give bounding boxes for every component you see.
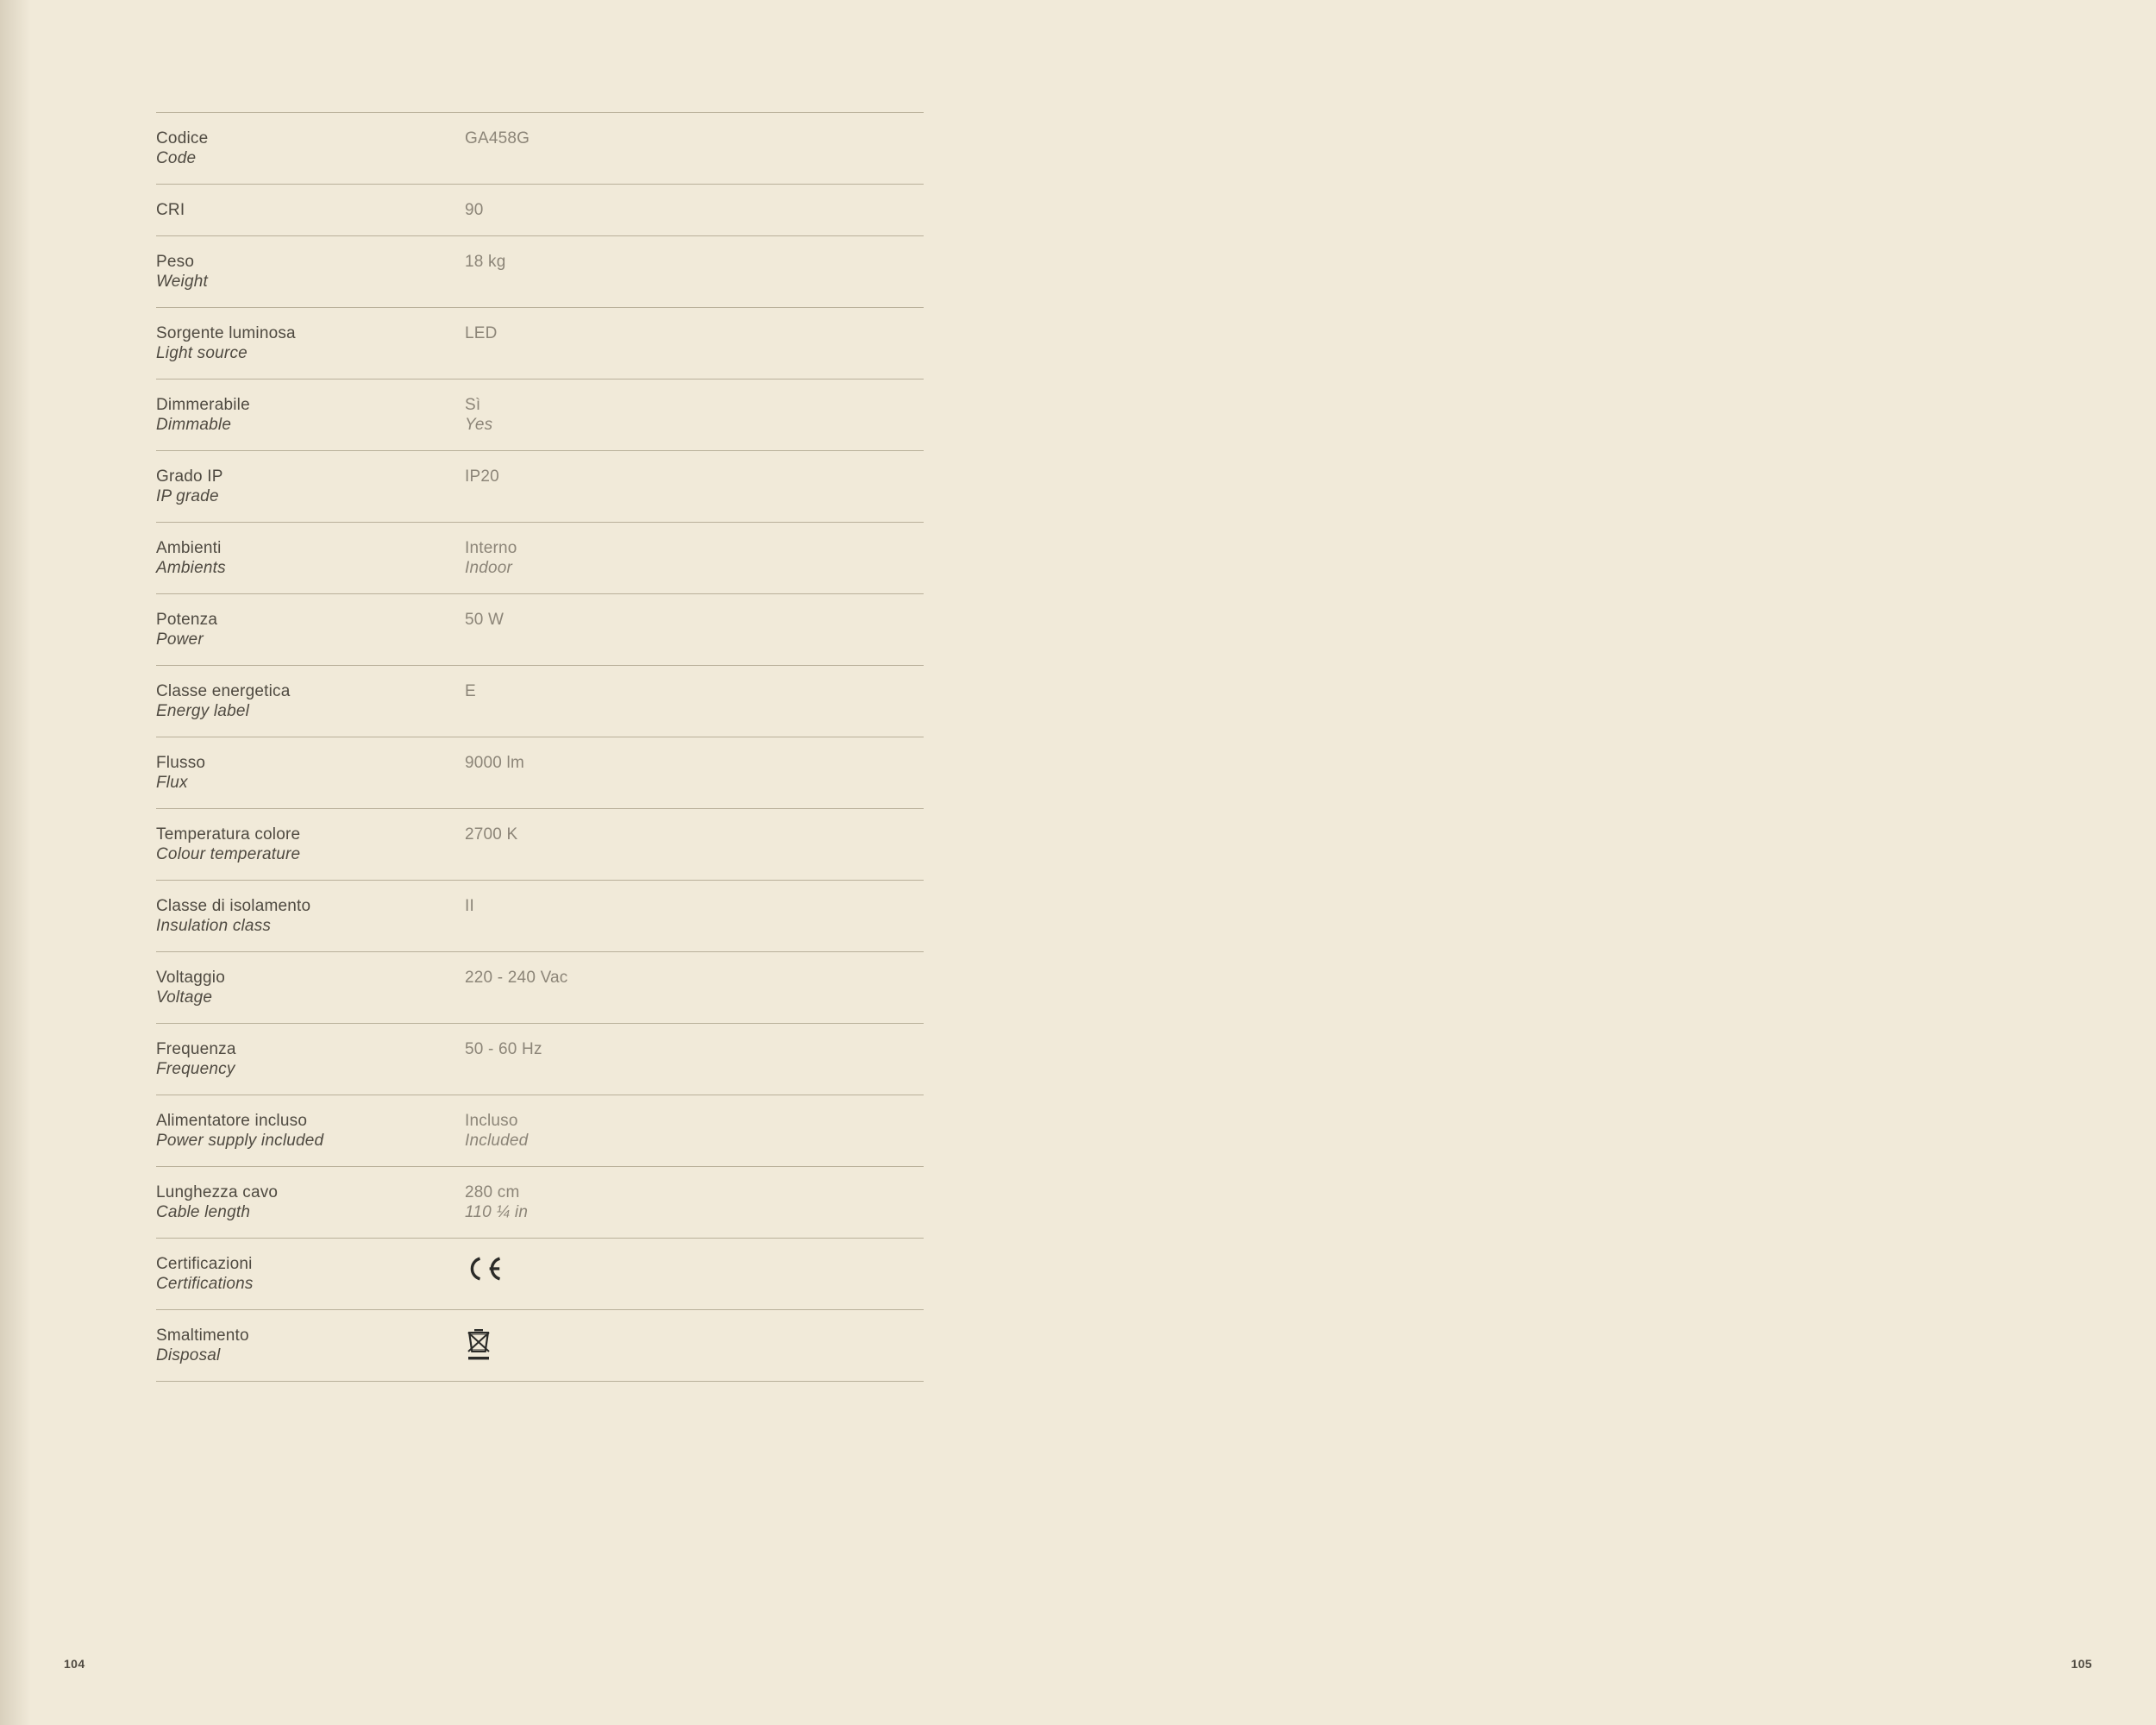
spec-label-it: Dimmerabile [156, 396, 250, 414]
ce-mark-icon [465, 1256, 503, 1282]
spec-label-it: Smaltimento [156, 1327, 249, 1345]
spec-value-it: E [465, 682, 476, 700]
spec-label-it: Peso [156, 253, 195, 271]
spec-value-it: 2700 K [465, 825, 518, 844]
spec-label-en: Voltage [156, 988, 213, 1007]
spec-value-it: GA458G [465, 129, 530, 147]
spec-value-it: Interno [465, 539, 517, 557]
spec-value [465, 129, 924, 148]
spec-label-it: CRI [156, 201, 185, 219]
table-row [156, 1095, 924, 1166]
spec-label [156, 252, 465, 292]
table-bottom-rule [156, 1381, 924, 1382]
spec-label-en: Code [156, 149, 197, 167]
spec-value-en: Yes [465, 416, 493, 434]
spec-value-it: 90 [465, 201, 484, 219]
spec-label-en: Light source [156, 344, 248, 362]
spec-label-it: Certificazioni [156, 1255, 253, 1273]
spec-label-it: Potenza [156, 611, 218, 629]
spec-value [465, 323, 924, 343]
spec-value [465, 825, 924, 844]
spec-label [156, 825, 465, 864]
table-row [156, 666, 924, 737]
table-row [156, 1239, 924, 1309]
spec-label [156, 1039, 465, 1079]
spec-label [156, 968, 465, 1007]
table-row [156, 1024, 924, 1095]
spec-label-en: Dimmable [156, 416, 232, 434]
spec-label-it: Classe di isolamento [156, 897, 311, 915]
spec-label-en: IP grade [156, 487, 219, 505]
spec-value-it: 9000 lm [465, 754, 524, 772]
spec-label-it: Flusso [156, 754, 206, 772]
spec-label-en: Disposal [156, 1346, 221, 1364]
page-number-right: 105 [2071, 1657, 2092, 1671]
table-row [156, 594, 924, 665]
spec-label-it: Sorgente luminosa [156, 324, 296, 342]
spec-value [465, 1327, 924, 1364]
spec-value-it: Incluso [465, 1112, 518, 1130]
spec-label-en: Weight [156, 273, 208, 291]
spec-label-en: Energy label [156, 702, 250, 720]
table-row [156, 1167, 924, 1238]
spec-value [465, 896, 924, 916]
spec-label [156, 1326, 465, 1365]
spec-value [465, 1256, 924, 1282]
spec-value [465, 538, 924, 578]
spec-value-en: Indoor [465, 559, 513, 577]
spec-label-it: Temperatura colore [156, 825, 301, 844]
spec-label [156, 896, 465, 936]
spec-value-en: 110 ¼ in [465, 1203, 529, 1221]
page-number-left: 104 [64, 1657, 85, 1671]
spec-label [156, 681, 465, 721]
table-row [156, 380, 924, 450]
table-row [156, 236, 924, 307]
spec-label [156, 1111, 465, 1151]
spec-value-it: Sì [465, 396, 481, 414]
table-row [156, 809, 924, 880]
spec-value-it: 18 kg [465, 253, 506, 271]
spec-value [465, 1039, 924, 1059]
spec-label-it: Lunghezza cavo [156, 1183, 279, 1201]
spec-value-it: 50 - 60 Hz [465, 1040, 542, 1058]
table-row [156, 113, 924, 184]
spec-label-en: Ambients [156, 559, 226, 577]
spec-label [156, 610, 465, 649]
spec-value [465, 1182, 924, 1222]
table-row [156, 737, 924, 808]
spec-value [465, 395, 924, 435]
spec-label-it: Alimentatore incluso [156, 1112, 308, 1130]
spec-label-it: Grado IP [156, 467, 223, 486]
spec-label-it: Ambienti [156, 539, 222, 557]
table-row [156, 952, 924, 1023]
spec-value-it: LED [465, 324, 498, 342]
spec-value [465, 200, 924, 220]
product-specifications-table [156, 112, 924, 1382]
spec-value-it: 50 W [465, 611, 505, 629]
spec-label-en: Flux [156, 774, 188, 792]
spec-label [156, 129, 465, 168]
spec-label-it: Classe energetica [156, 682, 291, 700]
spec-label-it: Voltaggio [156, 969, 225, 987]
spec-label [156, 323, 465, 363]
table-row [156, 881, 924, 951]
spec-value-it: IP20 [465, 467, 499, 486]
table-row [156, 451, 924, 522]
spec-label [156, 1182, 465, 1222]
spec-value [465, 753, 924, 773]
spec-label-en: Cable length [156, 1203, 251, 1221]
table-row [156, 1310, 924, 1381]
spec-label [156, 538, 465, 578]
spec-value [465, 610, 924, 630]
spec-value-it: 280 cm [465, 1183, 520, 1201]
spec-label-en: Power [156, 630, 204, 649]
spec-value [465, 467, 924, 486]
spec-label-it: Codice [156, 129, 209, 147]
spec-value-it: II [465, 897, 474, 915]
spec-label-en: Power supply included [156, 1132, 324, 1150]
spec-label [156, 1254, 465, 1294]
spec-value-en: Included [465, 1132, 529, 1150]
spec-value-it: 220 - 240 Vac [465, 969, 568, 987]
spec-label-en: Colour temperature [156, 845, 301, 863]
spec-label-it: Frequenza [156, 1040, 236, 1058]
spec-label-en: Frequency [156, 1060, 235, 1078]
spec-label [156, 753, 465, 793]
spec-label-en: Certifications [156, 1275, 254, 1293]
spec-value [465, 252, 924, 272]
spec-label-en: Insulation class [156, 917, 272, 935]
table-row [156, 523, 924, 593]
spec-label [156, 395, 465, 435]
weee-crossed-bin-icon [465, 1327, 492, 1364]
gutter-shadow [0, 0, 31, 1725]
spec-label [156, 200, 465, 220]
spec-value [465, 968, 924, 988]
spec-value [465, 1111, 924, 1151]
spec-label [156, 467, 465, 506]
spec-value [465, 681, 924, 701]
table-row [156, 185, 924, 235]
table-row [156, 308, 924, 379]
